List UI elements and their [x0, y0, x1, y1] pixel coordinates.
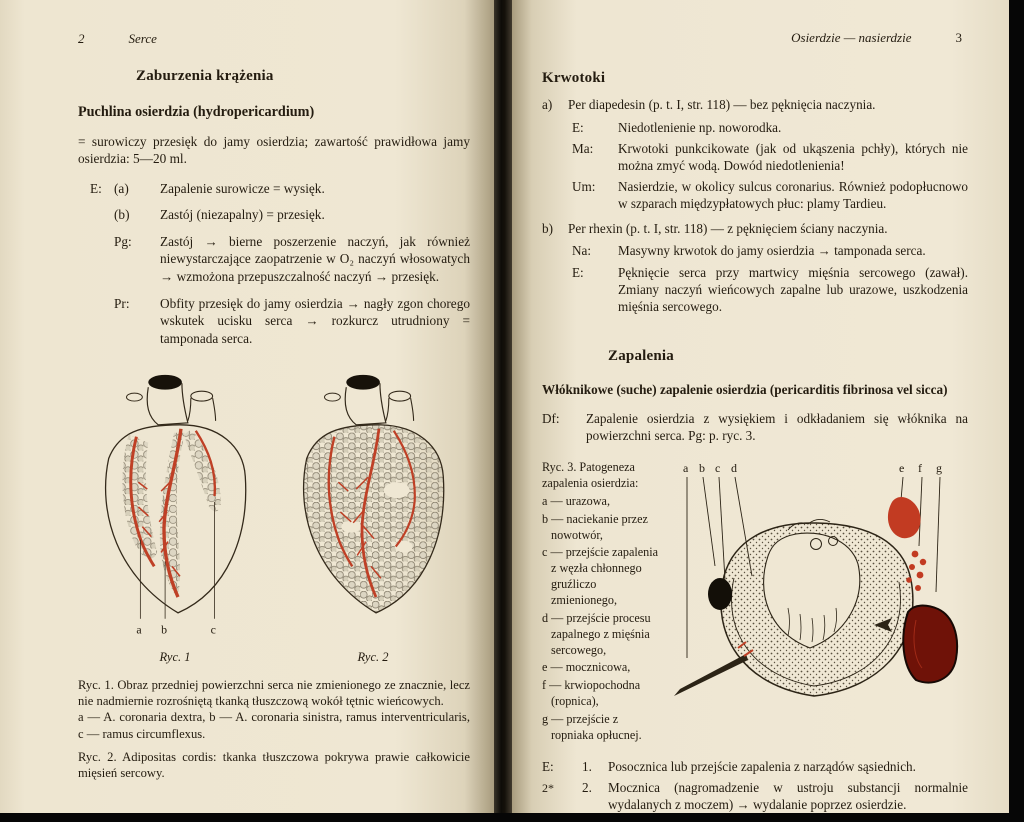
- caption-item: d — przejście procesu zapalnego z mięśnia sercowego,: [542, 610, 651, 657]
- item-a-marker: a): [542, 97, 553, 113]
- etiology-label: E:: [542, 758, 554, 774]
- intro-paragraph: = surowiczy przesięk do jamy osierdzia; zawartość prawidłowa jamy osierdzia: 5—20 ml.: [78, 133, 470, 167]
- diagram-label-b: b: [699, 461, 705, 476]
- sub-label: E:: [572, 119, 584, 135]
- kidney-blob-uremia: [888, 497, 921, 538]
- section-title-zapalenia: Zapalenia: [608, 348, 674, 365]
- lymph-node-blob: [708, 578, 732, 610]
- great-vessels: [325, 375, 414, 425]
- item-a: [542, 96, 968, 113]
- section-title-krwotoki: Krwotoki: [542, 69, 606, 86]
- outline-sublabel: Pg:: [114, 233, 132, 249]
- outline-label: [78, 206, 114, 224]
- heart-illustration-normal: [79, 363, 271, 643]
- outline-text: Zastój (niezapalny) = przesięk.: [160, 207, 325, 223]
- outline-label: E:: [90, 180, 102, 196]
- right-running-title: Osierdzie — nasierdzie: [791, 30, 912, 45]
- item-a-sublist: [572, 119, 968, 213]
- left-page-number: 2: [78, 31, 85, 46]
- caption-item: a — urazowa,: [542, 493, 611, 508]
- etiology-text: Posocznica lub przejście zapalenia z narządów sąsiednich.: [608, 758, 916, 774]
- caption-item: e — mocznicowa,: [542, 660, 631, 675]
- great-vessels: [127, 375, 216, 425]
- left-page-content: [78, 30, 470, 781]
- scan-edge-bottom: [0, 813, 1024, 822]
- figure-letter-a: a: [136, 622, 142, 637]
- definition-row: [542, 410, 968, 444]
- item-b-sublist: [572, 242, 968, 315]
- diagram-label-g: g: [936, 461, 942, 476]
- outline-label: [78, 295, 114, 348]
- sub-label: Ma:: [572, 140, 594, 156]
- sub-text: Krwotoki punkcikowate (jak od ukąszenia pchły), których nie można zmyć wodą. Dowód niedotlenienia!: [618, 140, 968, 173]
- df-label: Df:: [542, 410, 560, 426]
- diagram-label-a: a: [683, 461, 689, 476]
- fat-tissue-along-vessels: [122, 429, 220, 597]
- df-text: Zapalenie osierdzia z wysiękiem i odkładaniem się włóknika na powierzchni serca. Pg: p. ryc. 3.: [586, 410, 968, 443]
- trauma-needle: [674, 654, 748, 696]
- signature-mark: 2*: [542, 781, 554, 795]
- heart-illustration-adipositas: [277, 363, 469, 643]
- caption-ryc-3-intro: Ryc. 3. Patogeneza zapalenia osierdzia:: [542, 460, 639, 490]
- sub-text: Niedotlenienie np. noworodka.: [618, 119, 782, 135]
- right-page-content: [542, 30, 968, 813]
- outline-sublabel: Pr:: [114, 295, 130, 311]
- figure-letter-c: c: [210, 622, 216, 637]
- figure-letter-b: b: [161, 622, 168, 637]
- item-a-text: Per diapedesin (p. t. I, str. 118) — bez pęknięcia naczynia.: [568, 97, 876, 113]
- section-title-zaburzenia: Zaburzenia krążenia: [136, 68, 274, 85]
- pericarditis-pathogenesis-diagram: [668, 460, 968, 716]
- book-page-left: [0, 0, 494, 822]
- etiology-num: 1.: [582, 758, 592, 774]
- figure-captions: [78, 677, 470, 781]
- left-running-title: Serce: [128, 31, 157, 46]
- book-page-right: [512, 0, 1009, 822]
- diagram-label-d: d: [731, 461, 737, 476]
- scan-edge-right: [1009, 0, 1024, 822]
- right-running-header: [542, 30, 968, 47]
- figure-3-diagram-box: [668, 460, 968, 744]
- outline-text: Zastój → bierne poszerzenie naczyń, jak również niewystarczające zaopatrzenie w O₂ naczyń włosowatych → wzmożona przepuszczalność naczyń → przesięk.: [160, 233, 470, 284]
- caption-item: f — krwiopochodna (ropnica),: [542, 678, 641, 709]
- figure-2-box: [277, 363, 469, 665]
- outline-list: [78, 180, 470, 347]
- etiology-block: [542, 758, 968, 813]
- pleural-empyema-shape: [903, 606, 957, 683]
- figure-1-box: [79, 363, 271, 665]
- caption-item: c — przejście zapalenia z węzła chłonnego gruźliczo zmienionego,: [542, 545, 659, 607]
- sub-text: Nasierdzie, w okolicy sulcus coronarius. Również podopłucnowo w szparach międzypłatowych płuc: plamy Tardieu.: [618, 179, 968, 212]
- outline-label: [78, 233, 114, 286]
- item-b-text: Per rhexin (p. t. I, str. 118) — z pęknięciem ściany naczynia.: [568, 221, 888, 237]
- caption-ryc-1: Ryc. 1. Obraz przedniej powierzchni serca nie zmienionego ze znacznie, lecz nie nadmiernie rozrośniętą tkanką tłuszczową wokół tętnic wieńcowych.: [78, 678, 470, 709]
- caption-item: g — przejście z ropniaka opłucnej.: [542, 711, 642, 742]
- outline-sublabel: (b): [114, 207, 130, 223]
- sub-label: Um:: [572, 179, 596, 195]
- etiology-num: 2.: [582, 779, 592, 795]
- diagram-label-f: f: [918, 461, 922, 476]
- figure-3-caption: [542, 460, 662, 744]
- caption-ryc-1-legend: a — A. coronaria dextra, b — A. coronaria sinistra, ramus interventricularis, c — ramus circumflexus.: [78, 710, 470, 741]
- sub-label: Na:: [572, 243, 592, 259]
- diagram-label-e: e: [899, 461, 905, 476]
- figure-1-label: Ryc. 1: [159, 649, 191, 664]
- item-b-marker: b): [542, 221, 553, 237]
- sub-label: E:: [572, 264, 584, 280]
- caption-item: b — naciekanie przez nowotwór,: [542, 511, 648, 542]
- sub-text: Pęknięcie serca przy martwicy mięśnia sercowego (zawał). Zmiany naczyń wieńcowych zapalne lub urazowe, uszkodzenia mięśnia sercowego.: [618, 264, 968, 314]
- subsection-title-puchlina: Puchlina osierdzia (hydropericardium): [78, 103, 315, 120]
- right-page-number: 3: [955, 30, 962, 45]
- heart-figures-row: [78, 363, 470, 665]
- book-spine-gutter: [494, 0, 512, 822]
- figure-3-row: [542, 460, 968, 744]
- outline-text: Zapalenie surowicze = wysięk.: [160, 180, 325, 196]
- subsection-title-wloknikowe: Włóknikowe (suche) zapalenie osierdzia (pericarditis fibrinosa vel sicca): [542, 381, 948, 397]
- sub-text: Masywny krwotok do jamy osierdzia → tamponada serca.: [618, 243, 926, 259]
- caption-ryc-2: Ryc. 2. Adipositas cordis: tkanka tłuszczowa pokrywa prawie całkowicie mięsień sercowy.: [78, 749, 470, 780]
- etiology-text: Mocznica (nagromadzenie w ustroju substancji normalnie wydalanych z moczem) → wydalanie poprzez osierdzie.: [608, 779, 968, 812]
- outline-text: Obfity przesięk do jamy osierdzia → nagły zgon chorego wskutek ucisku serca → rozkurcz utrudniony = tamponada serca.: [160, 295, 470, 346]
- figure-2-label: Ryc. 2: [357, 649, 389, 664]
- outline-sublabel: (a): [114, 180, 129, 196]
- left-running-header: [78, 30, 470, 47]
- item-b: [542, 220, 968, 237]
- diagram-label-c: c: [715, 461, 721, 476]
